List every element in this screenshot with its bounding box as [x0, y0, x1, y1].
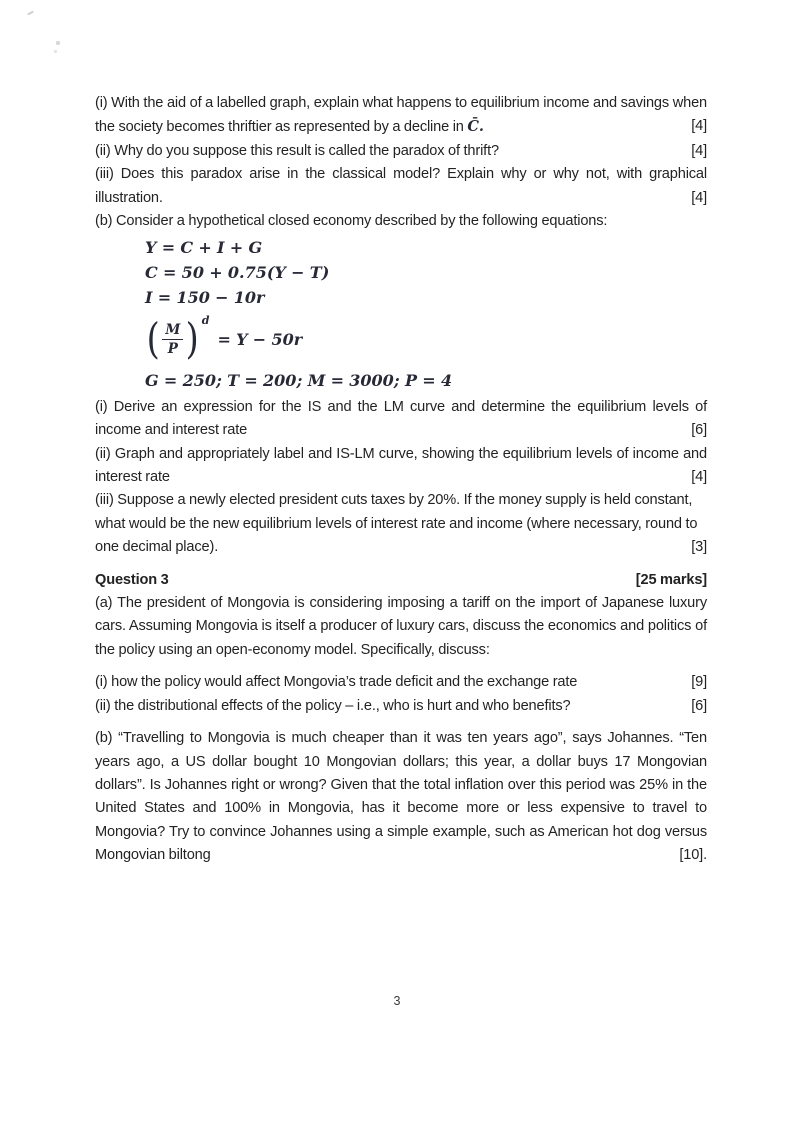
q3a-item-i: [95, 671, 707, 694]
question-3-title: Question 3: [95, 571, 169, 588]
scan-artifact: [54, 50, 57, 53]
q2b-item-iii: [95, 489, 707, 559]
q3-part-a-text: (a) The president of Mongovia is considering imposing a tariff on the import of Japanese luxury cars. Assuming Mongovia is itself a producer of luxury cars, discuss the economics and politics of the policy using an open-economy model. Specifically, discuss:: [95, 595, 707, 658]
scan-artifact: [27, 10, 34, 15]
q3a-item-i-text: (i) how the policy would affect Mongovia’s trade deficit and the exchange rate: [95, 674, 578, 691]
q2-item-i-period: .: [478, 118, 484, 136]
q2-item-ii-text: (ii) Why do you suppose this result is called the paradox of thrift?: [95, 142, 499, 159]
q3-part-a: [95, 592, 707, 662]
money-demand-rhs: = Y − 50r: [217, 329, 303, 349]
q2-item-i-text: (i) With the aid of a labelled graph, explain what happens to equilibrium income and savings when the society becomes thriftier as represented by a decline in: [95, 95, 707, 136]
question-3-total-marks: [25 marks]: [635, 571, 707, 588]
open-paren: (: [146, 314, 160, 364]
equation-consumption: C = 50 + 0.75(Y − T): [145, 263, 330, 283]
scan-artifact: [56, 41, 60, 45]
page-content: [95, 92, 707, 868]
q3a-item-ii: [95, 695, 707, 718]
q2b-item-iii-text: (iii) Suppose a newly elected president cuts taxes by 20%. If the money supply is held constant, what would be the new equilibrium levels of interest rate and income (where necessary, round to one decimal place).: [95, 492, 698, 556]
q2-item-iii-text: (iii) Does this paradox arise in the classical model? Explain why or why not, with graphical illustration.: [95, 166, 707, 206]
equation-block: [145, 233, 707, 395]
equation-income-identity: Y = C + I + G: [145, 238, 263, 258]
q3-part-b-text: (b) “Travelling to Mongovia is much cheaper than it was ten years ago”, says Johannes. “Ten years ago, a US dollar bought 10 Mongovian dollars; this year, a dollar buys 17 Mongovian dollars”. Is Johannes right or wrong? Given that the total inflation over this period was 25% in the United States and 100% in Mongovia, has it become more or less expensive to travel to Mongovia? Try to convince Johannes using a simple example, such as American hot dog versus Mongovian biltong: [95, 730, 707, 864]
q2-part-b-intro: [95, 210, 707, 233]
equation-money-demand: [145, 312, 707, 366]
q2-part-b-intro-text: (b) Consider a hypothetical closed economy described by the following equations:: [95, 213, 608, 230]
marks-badge: [4]: [691, 118, 707, 135]
demand-superscript: d: [201, 313, 210, 327]
q3-part-b: [95, 727, 707, 867]
close-paren: ): [185, 314, 200, 364]
q2-item-ii: [95, 140, 707, 163]
money-price-fraction: [162, 322, 183, 357]
c-bar-symbol: C̄: [467, 118, 479, 136]
equation-investment: I = 150 − 10r: [145, 287, 265, 307]
question-3-heading-row: [95, 569, 707, 592]
equation-parameters: G = 250; T = 200; M = 3000; P = 4: [145, 371, 453, 391]
marks-badge: [4]: [691, 189, 707, 206]
marks-badge: [4]: [691, 469, 707, 486]
q2b-item-ii: [95, 443, 707, 490]
fraction-numerator: M: [162, 322, 183, 340]
q3a-item-ii-text: (ii) the distributional effects of the policy – i.e., who is hurt and who benefits?: [95, 697, 571, 714]
marks-badge: [3]: [691, 539, 707, 556]
marks-badge: [9]: [691, 674, 707, 691]
marks-badge: [4]: [691, 142, 707, 159]
marks-badge: [6]: [691, 697, 707, 714]
q2b-item-i-text: (i) Derive an expression for the IS and the LM curve and determine the equilibrium levels of income and interest rate: [95, 398, 707, 439]
marks-badge: [6]: [691, 422, 707, 439]
page-number: 3: [393, 994, 401, 1008]
q2-item-iii: [95, 163, 707, 210]
q2b-item-ii-text: (ii) Graph and appropriately label and IS-LM curve, showing the equilibrium levels of income and interest rate: [95, 445, 707, 486]
q2b-item-i: [95, 396, 707, 443]
fraction-denominator: P: [167, 340, 178, 357]
q2-item-i: [95, 92, 707, 140]
marks-badge: [10].: [679, 847, 707, 864]
